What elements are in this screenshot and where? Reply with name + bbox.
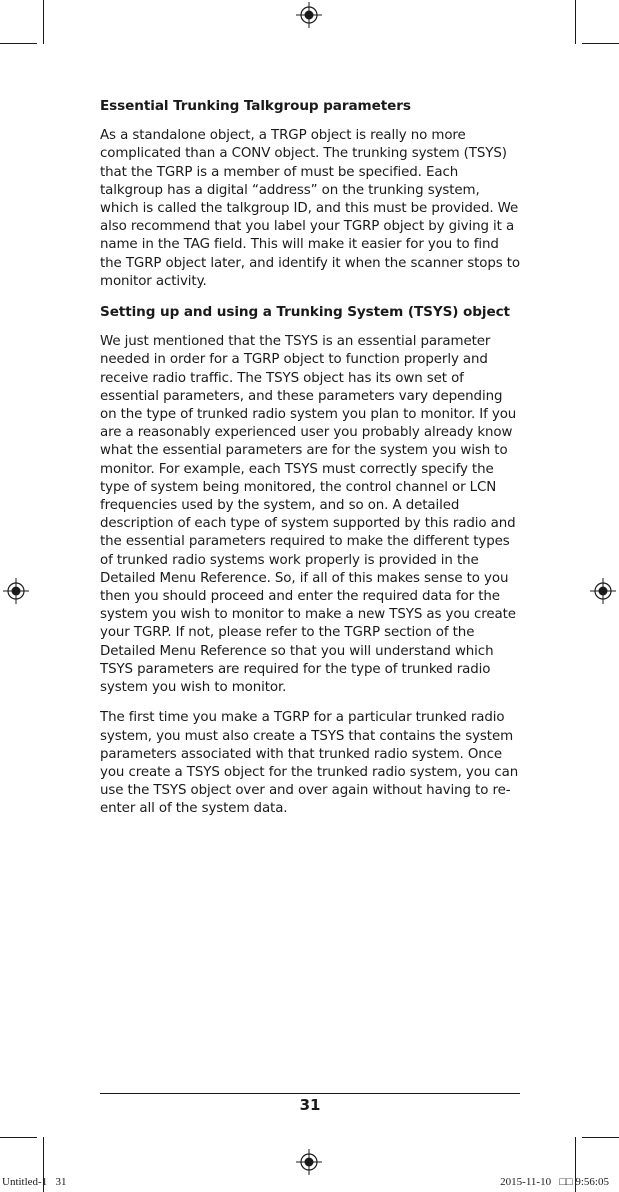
registration-mark-left-icon xyxy=(3,578,29,604)
print-slug-left: Untitled-1 31 xyxy=(2,1176,67,1188)
paragraph-tsys-first-time: The first time you make a TGRP for a particular trunked radio system, you must also create a TSYS that contains the system parameters associated with that trunked radio system. Once you create a TSYS object for the trunked radio system, you can use the TSYS object over and over again without having to re-enter all of the system data. xyxy=(100,710,519,817)
crop-mark-top-right-v xyxy=(575,0,576,44)
paragraph-talkgroup-parameters: As a standalone object, a TRGP object is really no more complicated than a CONV object. The trunking system (TSYS) that the TGRP is a member of must be specified. Each talkgroup has a digital “address” on the trunking system, which is called the talkgroup ID, and this must be provided. We also recommend that you label your TGRP object by giving it a name in the TAG field. This will make it easier for you to find the TGRP object later, and identify it when the scanner stops to monitor activity. xyxy=(100,128,520,289)
page-content xyxy=(100,97,520,827)
footer-rule xyxy=(100,1093,520,1094)
registration-mark-top-icon xyxy=(296,2,322,28)
registration-mark-bottom-icon xyxy=(296,1149,322,1175)
page-number: 31 xyxy=(299,1096,321,1114)
crop-mark-top-right-h xyxy=(582,43,619,44)
crop-mark-bottom-left-h xyxy=(0,1137,37,1138)
print-slug-right: 2015-11-10 □□ 9:56:05 xyxy=(500,1176,609,1188)
registration-mark-right-icon xyxy=(590,578,616,604)
crop-mark-top-left-h xyxy=(0,43,37,44)
crop-mark-top-left-v xyxy=(43,0,44,44)
section-heading-talkgroup-parameters: Essential Trunking Talkgroup parameters xyxy=(100,98,411,114)
crop-mark-bottom-right-h xyxy=(582,1137,619,1138)
section-heading-trunking-system: Setting up and using a Trunking System (TSYS) object xyxy=(100,304,510,321)
paragraph-tsys-essential: We just mentioned that the TSYS is an essential parameter needed in order for a TGRP object to function properly and receive radio traffic. The TSYS object has its own set of essential parameters, and these parameters vary depending on the type of trunked radio system you plan to monitor. If you are a reasonably experienced user you probably already know what the essential parameters are for the system you wish to monitor. For example, each TSYS must correctly specify the type of system being monitored, the control channel or LCN frequencies used by the system, and so on. A detailed description of each type of system supported by this radio and the essential parameters required to make the different types of trunked radio systems work properly is provided in the Detailed Menu Reference. So, if all of this makes sense to you then you should proceed and enter the required data for the system you wish to monitor to make a new TSYS as you create your TGRP. If not, please refer to the TGRP section of the Detailed Menu Reference so that you will understand which TSYS parameters are required for the type of trunked radio system you wish to monitor. xyxy=(100,334,517,696)
